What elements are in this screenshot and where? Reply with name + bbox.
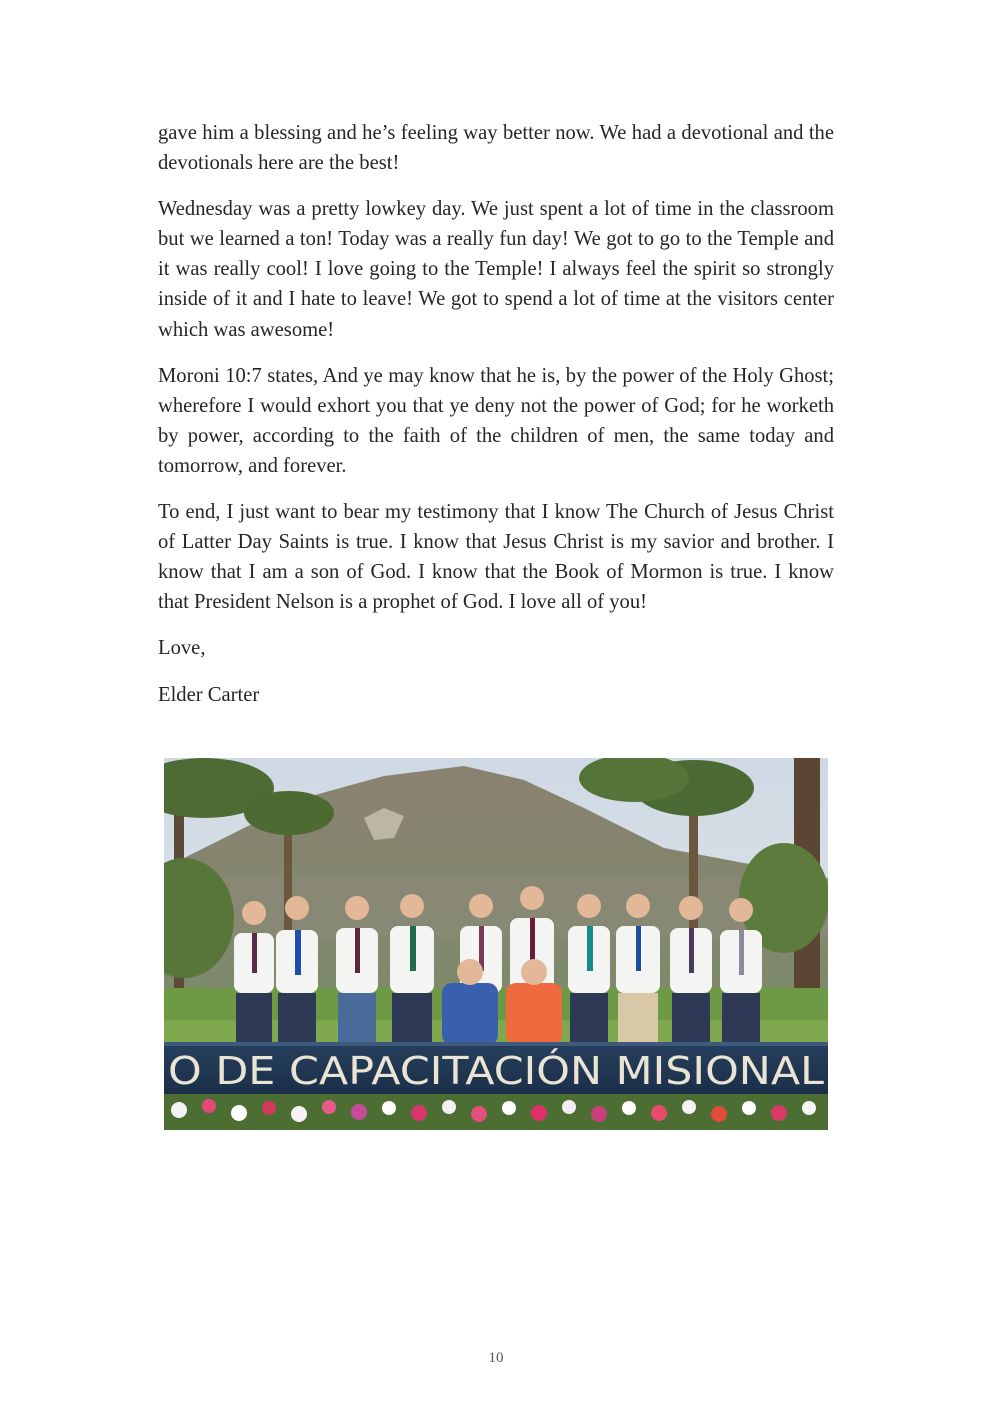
paragraph: Moroni 10:7 states, And ye may know that he is, by the power of the Holy Ghost; wherefore I would exhort you that ye deny not the power of God; for he worketh by power, according to the faith of the children of men, the same today and tomorrow, and forever. — [158, 364, 834, 477]
page-number: 10 — [488, 1350, 504, 1366]
group-photo — [164, 758, 828, 1130]
signature: Elder Carter — [158, 683, 260, 706]
closing-line: Love, — [158, 637, 206, 660]
paragraph: gave him a blessing and he’s feeling way better now. We had a devotional and the devotionals here are the best! — [158, 122, 834, 175]
paragraph: To end, I just want to bear my testimony that I know The Church of Jesus Christ of Latter Day Saints is true. I know that Jesus Christ is my savior and brother. I know that I am a son of God. I know that the Book of Mormon is true. I know that President Nelson is a prophet of God. I love all of you! — [158, 501, 834, 614]
sign-text: O DE CAPACITACIÓN MISIONAL — [168, 1049, 824, 1093]
letter-body — [158, 118, 834, 726]
paragraph: Wednesday was a pretty lowkey day. We just spent a lot of time in the classroom but we learned a ton! Today was a really fun day! We got to go to the Temple and it was really cool! I love going to the Temple! I always feel the spirit so strongly inside of it and I hate to leave! We got to spend a lot of time at the visitors center which was awesome! — [158, 198, 834, 341]
